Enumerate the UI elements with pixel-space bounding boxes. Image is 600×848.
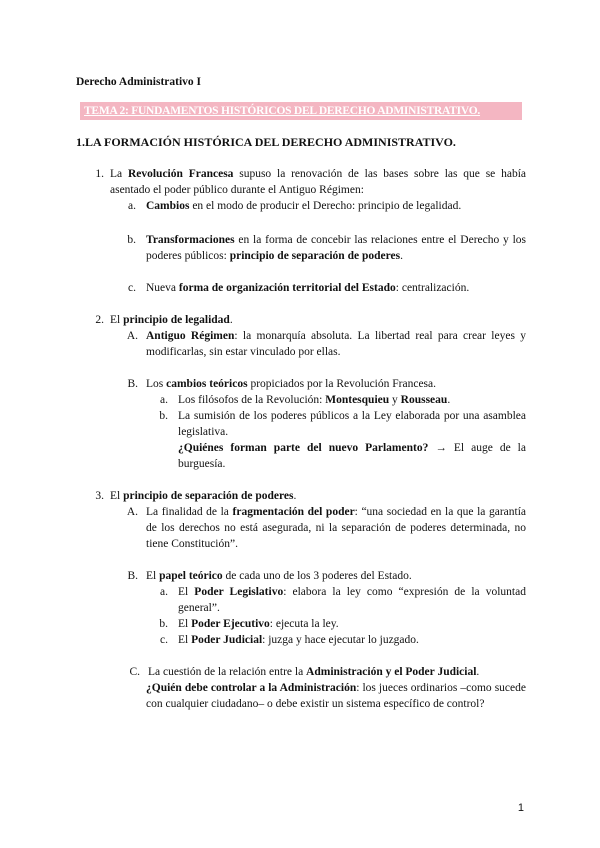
item-3Bc-mark: c. (160, 634, 168, 646)
item-3-number: 3. (95, 490, 104, 502)
item-3-text: El principio de separación de poderes. (110, 490, 297, 502)
item-2-number: 2. (95, 314, 104, 326)
course-title: Derecho Administrativo I (76, 76, 202, 88)
item-3Bb-text: El Poder Ejecutivo: ejecuta la ley. (178, 618, 339, 630)
item-2Bb-mark: b. (159, 410, 168, 422)
item-3C-question: ¿Quién debe controlar a la Administración: los jueces ordinarios –como sucede con cualquier ciudadano– o debe existir un sistema específico de control? (146, 682, 526, 710)
item-2Bb-text: La sumisión de los poderes públicos a la Ley elaborada por una asamblea legislativa. (178, 410, 526, 438)
item-2-text: El principio de legalidad. (110, 314, 233, 326)
item-3Ba-text: El Poder Legislativo: elabora la ley como “expresión de la voluntad general”. (178, 586, 526, 614)
item-2A-text: Antiguo Régimen: la monarquía absoluta. La libertad real para crear leyes y modificarlas, sin estar vinculado por ellas. (146, 330, 526, 358)
item-3Bb-mark: b. (159, 618, 168, 630)
item-2B-question: ¿Quiénes forman parte del nuevo Parlamento? → El auge de la burguesía. (178, 442, 526, 470)
item-3A-mark: A. (126, 506, 138, 518)
item-3B-text: El papel teórico de cada uno de los 3 poderes del Estado. (146, 570, 412, 582)
item-1b-text: Transformaciones en la forma de concebir las relaciones entre el Derecho y los poderes públicos: principio de separación de poderes. (146, 234, 526, 262)
item-2B-text: Los cambios teóricos propiciados por la Revolución Francesa. (146, 378, 436, 390)
item-2A-mark: A. (126, 330, 138, 342)
item-1c-text: Nueva forma de organización territorial del Estado: centralización. (146, 282, 470, 294)
item-3Bc-text: El Poder Judicial: juzga y hace ejecutar lo juzgado. (178, 634, 419, 646)
item-1a-text: Cambios en el modo de producir el Derecho: principio de legalidad. (146, 200, 462, 212)
item-1b-mark: b. (127, 234, 136, 246)
item-2Ba-text: Los filósofos de la Revolución: Montesquieu y Rousseau. (178, 394, 451, 406)
item-2Ba-mark: a. (160, 394, 168, 406)
item-3C-text: La cuestión de la relación entre la Administración y el Poder Judicial. (148, 666, 480, 678)
item-1-number: 1. (95, 168, 104, 180)
item-3C-mark: C. (129, 666, 140, 678)
item-1-text: La Revolución Francesa supuso la renovación de las bases sobre las que se había asentado el poder público durante el Antiguo Régimen: (110, 168, 526, 196)
item-1c-mark: c. (128, 282, 136, 294)
item-3B-mark: B. (127, 570, 138, 582)
item-1a-mark: a. (128, 200, 136, 212)
section-heading: 1.LA FORMACIÓN HISTÓRICA DEL DERECHO ADMINISTRATIVO. (76, 135, 456, 149)
item-3Ba-mark: a. (160, 586, 168, 598)
item-3A-text: La finalidad de la fragmentación del poder: “una sociedad en la que la garantía de los derechos no está asegurada, ni la separación de poderes determinada, no tiene Constitución”. (146, 506, 527, 550)
page-number: 1 (517, 802, 524, 814)
item-2B-mark: B. (127, 378, 138, 390)
tema-banner: TEMA 2: FUNDAMENTOS HISTÓRICOS DEL DERECHO ADMINISTRATIVO. (80, 102, 522, 120)
